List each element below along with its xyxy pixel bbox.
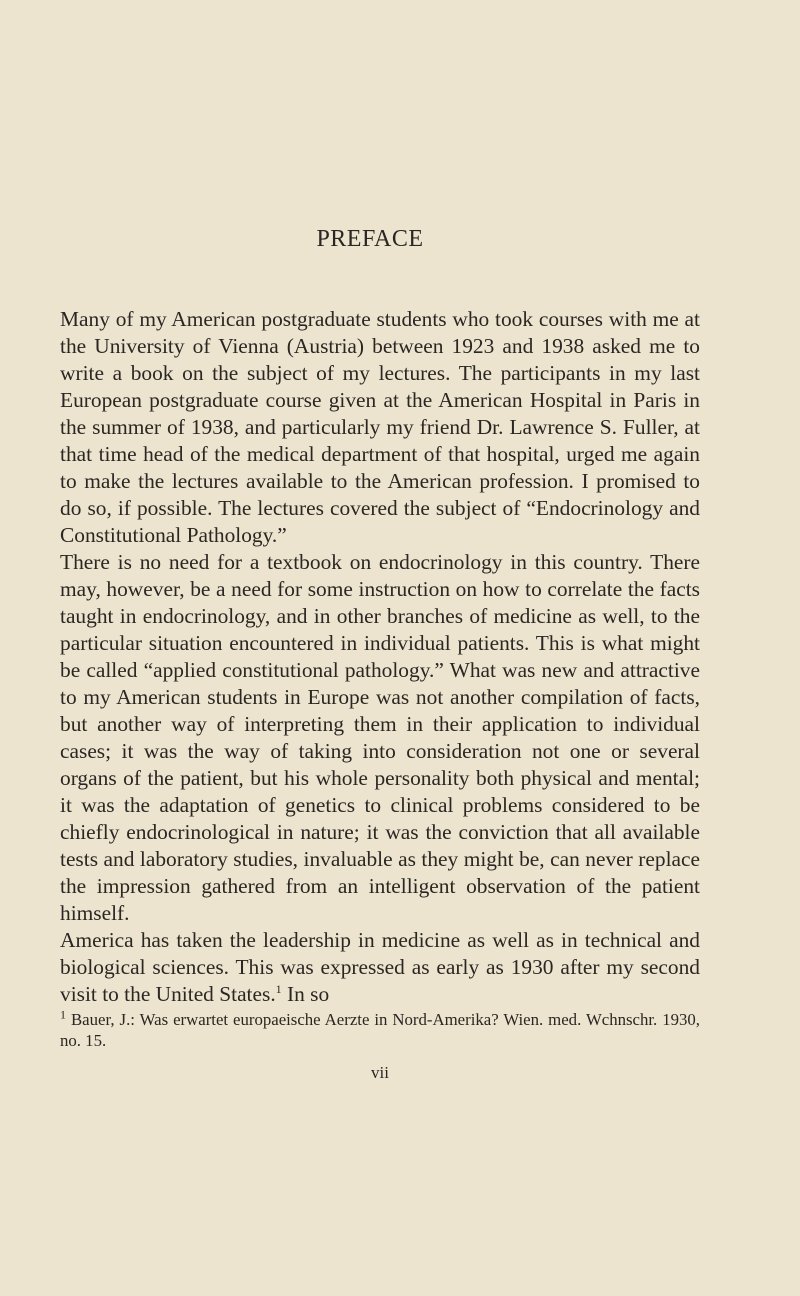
- footnote: [60, 1009, 700, 1051]
- page-number: vii: [371, 1063, 389, 1082]
- paragraph-3-text: America has taken the leadership in medicine as well as in technical and biological sciences. This was expressed as early as 1930 after my second visit to the United States.: [60, 928, 700, 1006]
- paragraph-1: Many of my American postgraduate students who took courses with me at the University of Vienna (Austria) between 1923 and 1938 asked me to write a book on the subject of my lectures. The participants in my last European postgraduate course given at the American Hospital in Paris in the summer of 1938, and particularly my friend Dr. Lawrence S. Fuller, at that time head of the medical department of that hospital, urged me again to make the lectures available to the American profession. I promised to do so, if possible. The lectures covered the subject of “Endocrinology and Constitutional Pathology.”: [60, 307, 700, 547]
- paragraph-3-continuation: In so: [281, 982, 330, 1006]
- footnote-marker: 1: [60, 1007, 66, 1022]
- preface-body: [60, 306, 700, 1008]
- paragraph-3: [60, 927, 700, 1008]
- footnote-text: Bauer, J.: Was erwartet europaeische Aerzte in Nord-Amerika? Wien. med. Wchnschr. 1930, no. 15.: [60, 1010, 700, 1050]
- paragraph-2: There is no need for a textbook on endocrinology in this country. There may, however, be a need for some instruction on how to correlate the facts taught in endocrinology, and in other branches of medicine as well, to the particular situation encountered in individual patients. This is what might be called “applied constitutional pathology.” What was new and attractive to my American students in Europe was not another compilation of facts, but another way of interpreting them in their application to individual cases; it was the way of taking into consideration not one or several organs of the patient, but his whole personality both physical and mental; it was the adaptation of genetics to clinical problems considered to be chiefly endocrinological in nature; it was the conviction that all available tests and laboratory studies, invaluable as they might be, can never replace the impression gathered from an intelligent observation of the patient himself.: [60, 550, 700, 925]
- page-title: PREFACE: [316, 226, 424, 252]
- footnote-reference: 1: [275, 981, 282, 996]
